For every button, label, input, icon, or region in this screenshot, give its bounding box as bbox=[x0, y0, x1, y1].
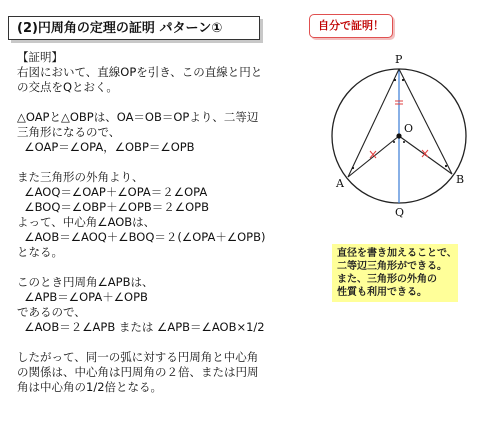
proof-line: ∠APB＝∠OPA＋∠OPB bbox=[17, 290, 148, 304]
radius-oa bbox=[348, 136, 399, 177]
proof-line: の交点をQとおく。 bbox=[17, 80, 118, 94]
proof-line: ∠AOQ＝∠OAP＋∠OPA＝２∠OPA bbox=[17, 185, 208, 199]
angle-mark bbox=[402, 79, 404, 81]
proof-line: 右図において、直線OPを引き、この直線と円と bbox=[17, 65, 263, 79]
proof-line: ∠AOB＝∠AOQ＋∠BOQ＝２(∠OPA＋∠OPB) bbox=[17, 230, 266, 244]
proof-line: また三角形の外角より、 bbox=[17, 170, 144, 184]
section-title: (2)円周角の定理の証明 パターン① bbox=[8, 16, 260, 40]
proof-line bbox=[17, 260, 317, 275]
hint-line: 直径を書き加えることで、 bbox=[337, 248, 457, 259]
proof-line: の関係は、中心角は円周角の２倍、または円周 bbox=[17, 365, 259, 379]
proof-line: △OAPと△OBPは、OA＝OB＝OPより、二等辺 bbox=[17, 110, 259, 124]
label-q: Q bbox=[395, 206, 405, 219]
proof-line: このとき円周角∠APBは、 bbox=[17, 275, 154, 289]
proof-line: 角は中心角の1/2倍となる。 bbox=[17, 380, 163, 394]
hint-line: 性質も利用できる。 bbox=[337, 287, 427, 298]
label-o: O bbox=[404, 122, 414, 135]
hint-line: 二等辺三角形ができる。 bbox=[337, 261, 447, 272]
hint-note bbox=[332, 244, 458, 302]
proof-line: ∠BOQ＝∠OBP＋∠OPB＝２∠OPB bbox=[17, 200, 209, 214]
prove-yourself-badge: 自分で証明！ bbox=[309, 14, 393, 38]
proof-line: であるので、 bbox=[17, 305, 86, 319]
angle-mark bbox=[403, 141, 405, 143]
label-a: A bbox=[336, 177, 344, 190]
label-b: B bbox=[456, 173, 465, 186]
proof-line: ∠AOB＝２∠APB または ∠APB＝∠AOB×1/2 bbox=[17, 320, 265, 334]
proof-line: 【証明】 bbox=[17, 50, 63, 64]
radius-ob bbox=[399, 136, 452, 174]
angle-mark bbox=[445, 165, 447, 167]
proof-line: となる。 bbox=[17, 245, 63, 259]
inscribed-angle-diagram bbox=[322, 46, 482, 221]
proof-line: ∠OAP＝∠OPA，∠OBP＝∠OPB bbox=[17, 140, 195, 154]
angle-mark bbox=[393, 141, 395, 143]
proof-text bbox=[17, 50, 317, 395]
proof-line bbox=[17, 95, 317, 110]
proof-line bbox=[17, 335, 317, 350]
proof-line: よって、中心角∠AOBは、 bbox=[17, 215, 156, 229]
proof-line: 三角形になるので、 bbox=[17, 125, 121, 139]
center-point bbox=[396, 133, 401, 138]
label-p: P bbox=[395, 53, 403, 66]
angle-mark bbox=[352, 167, 354, 169]
hint-line: また、三角形の外角の bbox=[337, 274, 437, 285]
proof-line: したがって、同一の弧に対する円周角と中心角 bbox=[17, 350, 259, 364]
angle-mark bbox=[394, 79, 396, 81]
proof-line bbox=[17, 155, 317, 170]
